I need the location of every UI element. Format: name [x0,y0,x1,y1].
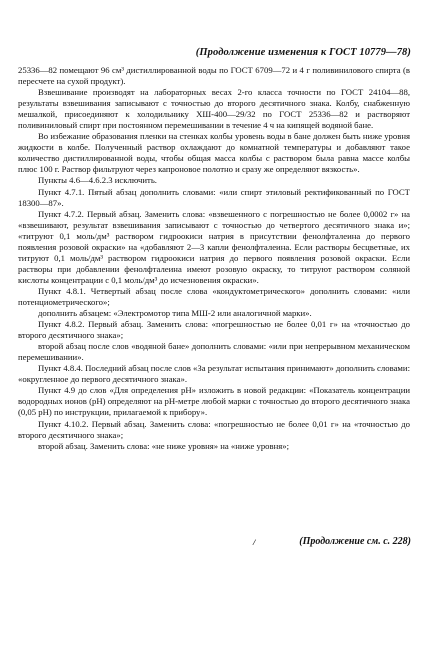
paragraph: Во избежание образования пленки на стенках колбы уровень воды в бане должен быть ниже уровня жидкости в колбе. Полученный раствор охлаждают до комнатной температуры и добавляют такое количество дистиллированной воды, чтобы общая масса колбы с раствором была равна массе колбы плюс 100 г. Раствор фильтруют через капроновое полотно и сразу же определяют вязкость». [18,131,410,175]
paragraph: Пункт 4.7.1. Пятый абзац дополнить словами: «или спирт этиловый ректификованный по ГОСТ 18300—87». [18,186,410,208]
paragraph: Пункт 4.7.2. Первый абзац. Заменить слова: «взвешенного с погрешностью не более 0,0002 г» на «взвешивают, результат взвешивания записывают с точностью до четвертого десятичного знака и»; «титруют 0,1 моль/дм³ раствором гидроокиси натрия в присутствии фенолфталеина до первого появления розовой окраски» на «добавляют 2—3 капли фенолфталеина. Если растворы бесцветные, их титруют 0,1 моль/дм³ раствором гидроокиси натрия до первого появления розовой окраски. Если растворы при добавлении фенолфталеина имеют розовую окраску, то титруют раствором соляной кислоты концентрации с 0,1 моль/дм³ до исчезновения окраски». [18,208,410,285]
paragraph: Взвешивание производят на лабораторных весах 2-го класса точности по ГОСТ 24104—88, результаты взвешивания записывают с точностью до второго десятичного знака. Колбу, снабженную мешалкой, присоединяют к холодильнику ХШ-400—29/32 по ГОСТ 25336—82 и растворяют поливиниловый спирт при постоянном перемешивании в течение 4 ч на кипящей водяной бане. [18,87,410,131]
paragraph: Пункт 4.8.1. Четвертый абзац после слова «кондуктометрического» дополнить словами: «или потенциометрического»; [18,285,410,307]
paragraph: Пункты 4.6—4.6.2.3 исключить. [38,175,157,186]
paragraph: второй абзац. Заменить слова: «не ниже уровня» на «ниже уровня»; [38,440,290,451]
running-header: (Продолжение изменения к ГОСТ 10779—78) [195,47,411,58]
paragraph: Пункт 4.9 до слов «Для определения рН» изложить в новой редакции: «Показатель концентрации водородных ионов (рН) определяют на рН-метре любой марки с точностью до второго десятичного знака (0,05 рН) по инструкции, прилагаемой к прибору». [18,385,410,418]
paragraph: Пункт 4.10.2. Первый абзац. Заменить слова: «погрешностью не более 0,01 г» на «точностью до второго десятичного знака»; [18,418,410,440]
paragraph: 25336—82 помещают 96 см³ дистиллированной воды по ГОСТ 6709—72 и 4 г поливинилового спирта (в пересчете на сухой продукт). [18,65,410,87]
paragraph: дополнить абзацем: «Электромотор типа МШ-2 или аналогичной марки». [38,308,312,319]
document-body [18,65,410,452]
footer-mark: / [253,537,256,547]
paragraph: Пункт 4.8.4. Последний абзац после слов «За результат испытания принимают» дополнить словами: «округленное до первого десятичного знака». [18,363,410,385]
paragraph: второй абзац после слов «водяной бане» дополнить словами: «или при непрерывном механическом перемешивании». [18,341,410,363]
continuation-note: (Продолжение см. с. 228) [299,536,411,547]
paragraph: Пункт 4.8.2. Первый абзац. Заменить слова: «погрешностью не более 0,01 г» на «точностью до второго десятичного знака»; [18,319,410,341]
